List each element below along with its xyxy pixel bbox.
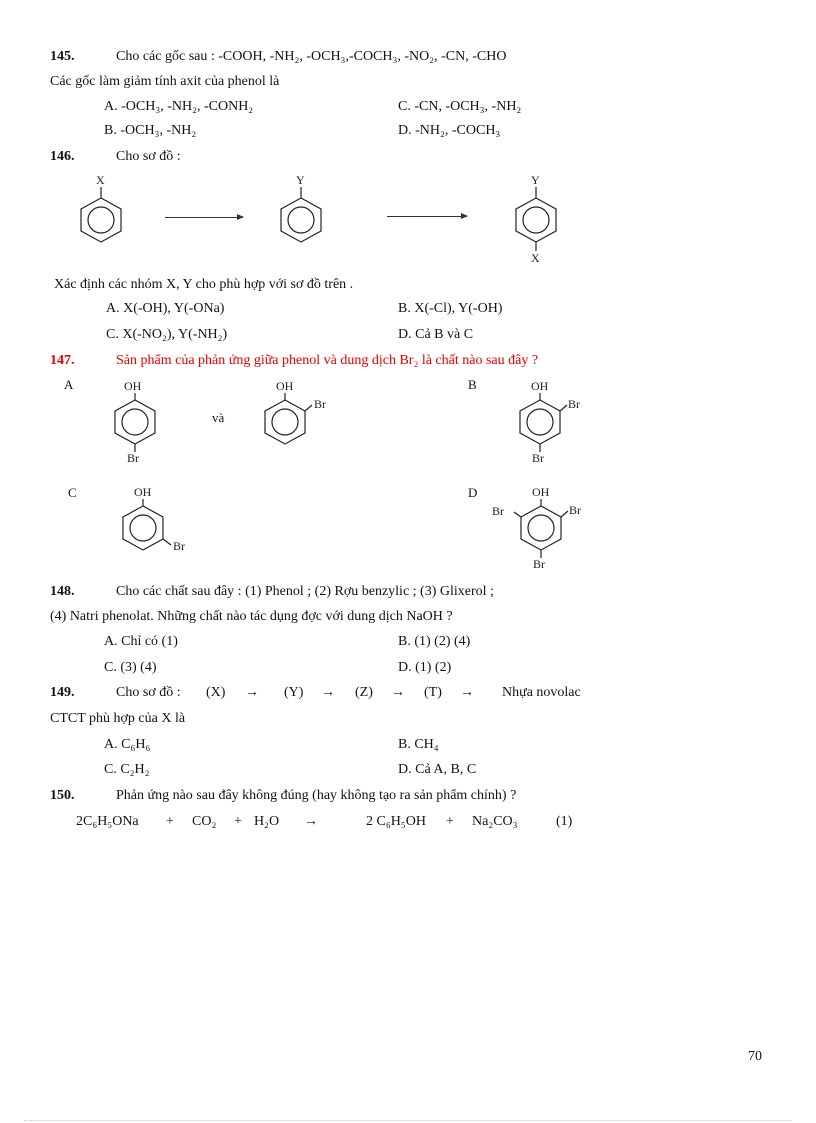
q147-d-2-4-6-tribromophenol xyxy=(484,484,594,576)
q146-stem: Cho sơ đồ : xyxy=(116,149,181,164)
q146-option-d: D. Cả B và C xyxy=(398,327,474,342)
br-label: Br xyxy=(173,539,185,553)
q147-a-4-bromophenol xyxy=(100,378,170,470)
q146-number: 146. xyxy=(50,149,75,164)
q150-equation-tag: (1) xyxy=(556,814,573,829)
oh-label: OH xyxy=(276,379,294,393)
q145-option-a: A. -OCH₃, -NH₂, -CONH₂ xyxy=(104,99,254,114)
q149-product: Nhựa novolac xyxy=(502,685,581,700)
br-label: Br xyxy=(492,504,504,518)
q148-stem: Cho các chất sau đây : (1) Phenol ; (2) Rợu benzylic ; (3) Glixerol ; xyxy=(116,584,494,599)
q149-number: 149. xyxy=(50,685,75,700)
q147-a-2-bromophenol xyxy=(252,378,342,448)
q149-arrow-1: → xyxy=(245,685,259,700)
label-x2: X xyxy=(531,251,540,265)
q148-number: 148. xyxy=(50,584,75,599)
page-number: 70 xyxy=(748,1049,762,1064)
q145-number: 145. xyxy=(50,49,75,64)
q146-question: Xác định các nhóm X, Y cho phù hợp với sơ đồ trên . xyxy=(54,277,354,292)
q149-option-b: B. CH₄ xyxy=(398,737,439,752)
q148-line2: (4) Natri phenolat. Những chất nào tác dụng đợc với dung dịch NaOH ? xyxy=(50,609,453,624)
q147-label-d: D xyxy=(468,485,478,500)
q149-option-a: A. C₆H₆ xyxy=(104,737,151,752)
q150-reactant-3: H₂O xyxy=(254,814,280,829)
br-label: Br xyxy=(533,557,545,571)
q147-stem: Sản phẩm của phản ứng giữa phenol và dung dịch Br₂ là chất nào sau đây ? xyxy=(116,353,539,368)
q149-arrow-3: → xyxy=(391,685,405,700)
q148-option-c: C. (3) (4) xyxy=(104,660,157,675)
q150-product-1: 2 C₆H₅OH xyxy=(366,814,426,829)
q146-benzene-xy xyxy=(504,172,574,264)
q150-reactant-1: 2C₆H₅ONa xyxy=(76,814,139,829)
q148-option-b: B. (1) (2) (4) xyxy=(398,634,471,649)
q150-number: 150. xyxy=(50,788,75,803)
q149-arrow-4: → xyxy=(460,685,474,700)
label-x: X xyxy=(96,173,105,187)
label-y: Y xyxy=(296,173,305,187)
q149-option-c: C. C₂H₂ xyxy=(104,762,150,777)
q149-y: (Y) xyxy=(284,685,304,700)
oh-label: OH xyxy=(134,485,152,499)
q146-benzene-x xyxy=(70,172,140,252)
q145-option-b: B. -OCH₃, -NH₂ xyxy=(104,123,197,138)
q147-label-c: C xyxy=(68,485,77,500)
br-label: Br xyxy=(127,451,139,465)
q146-arrow-2 xyxy=(387,216,467,217)
q146-arrow-1 xyxy=(165,217,243,218)
q147-number: 147. xyxy=(50,353,75,368)
q149-line2: CTCT phù hợp của X là xyxy=(50,711,186,726)
br-label: Br xyxy=(314,397,326,411)
q149-x: (X) xyxy=(206,685,226,700)
q146-option-c: C. X(-NO₂), Y(-NH₂) xyxy=(106,327,228,342)
q145-option-d: D. -NH₂, -COCH₃ xyxy=(398,123,501,138)
br-label: Br xyxy=(532,451,544,465)
q150-plus-1: + xyxy=(166,814,174,829)
q148-option-a: A. Chỉ có (1) xyxy=(104,634,178,649)
page-bottom-divider xyxy=(24,1120,792,1121)
q150-product-2: Na₂CO₃ xyxy=(472,814,518,829)
q150-arrow: → xyxy=(304,814,318,829)
q146-benzene-y xyxy=(270,172,340,252)
q147-c-3-bromophenol xyxy=(112,484,202,564)
q150-stem: Phản ứng nào sau đây không đúng (hay không tạo ra sản phẩm chính) ? xyxy=(116,788,517,803)
q147-va: và xyxy=(212,410,225,425)
q150-plus-3: + xyxy=(446,814,454,829)
q146-option-a: A. X(-OH), Y(-ONa) xyxy=(106,301,225,316)
q149-arrow-2: → xyxy=(321,685,335,700)
q145-option-c: C. -CN, -OCH₃, -NH₂ xyxy=(398,99,522,114)
q150-reactant-2: CO₂ xyxy=(192,814,217,829)
q149-stem: Cho sơ đồ : xyxy=(116,685,181,700)
q147-b-2-4-dibromophenol xyxy=(502,378,592,470)
q149-z: (Z) xyxy=(355,685,373,700)
q149-option-d: D. Cả A, B, C xyxy=(398,762,477,777)
oh-label: OH xyxy=(124,379,142,393)
q147-label-b: B xyxy=(468,377,477,392)
br-label: Br xyxy=(569,503,581,517)
oh-label: OH xyxy=(532,485,550,499)
q147-label-a: A xyxy=(64,377,74,392)
label-y2: Y xyxy=(531,173,540,187)
q148-option-d: D. (1) (2) xyxy=(398,660,452,675)
br-label: Br xyxy=(568,397,580,411)
q145-stem: Cho các gốc sau : -COOH, -NH₂, -OCH₃,-COCH₃, -NO₂, -CN, -CHO xyxy=(116,49,507,64)
q149-t: (T) xyxy=(424,685,442,700)
oh-label: OH xyxy=(531,379,549,393)
q145-line2: Các gốc làm giảm tính axit của phenol là xyxy=(50,74,280,89)
q150-plus-2: + xyxy=(234,814,242,829)
q146-option-b: B. X(-Cl), Y(-OH) xyxy=(398,301,503,316)
